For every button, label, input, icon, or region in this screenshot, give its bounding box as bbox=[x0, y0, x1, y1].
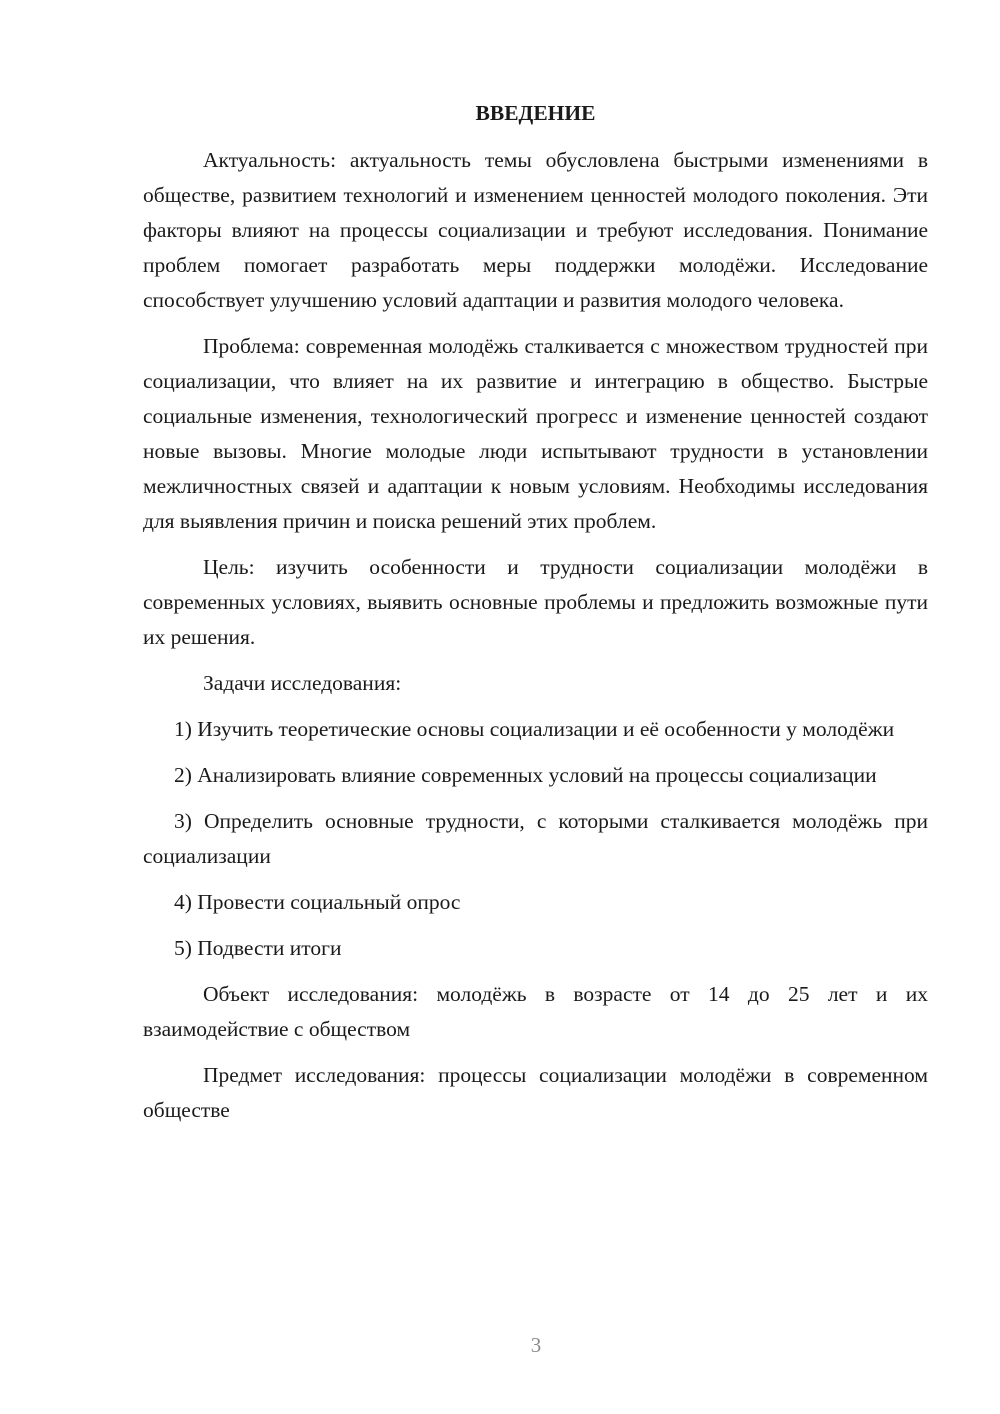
page-number: 3 bbox=[530, 1333, 542, 1357]
task-item-1: 1) Изучить теоретические основы социализации и её особенности у молодёжи bbox=[174, 717, 895, 741]
task-item-2: 2) Анализировать влияние современных условий на процессы социализации bbox=[174, 763, 877, 787]
paragraph-object: Объект исследования: молодёжь в возрасте от 14 до 25 лет и их взаимодействие с обществом bbox=[143, 982, 928, 1041]
paragraph-subject: Предмет исследования: процессы социализации молодёжи в современном обществе bbox=[143, 1063, 928, 1122]
task-item-5: 5) Подвести итоги bbox=[174, 936, 342, 960]
paragraph-problem: Проблема: современная молодёжь сталкивается с множеством трудностей при социализации, что влияет на их развитие и интеграцию в общество. Быстрые социальные изменения, технологический прогресс и изменение ценностей создают новые вызовы. Многие молодые люди испытывают трудности в установлении межличностных связей и адаптации к новым условиям. Необходимы исследования для выявления причин и поиска решений этих проблем. bbox=[143, 334, 928, 533]
page-title: ВВЕДЕНИЕ bbox=[475, 101, 596, 125]
paragraph-relevance: Актуальность: актуальность темы обусловлена быстрыми изменениями в обществе, развитием технологий и изменением ценностей молодого поколения. Эти факторы влияют на процессы социализации и требуют исследования. Понимание проблем помогает разработать меры поддержки молодёжи. Исследование способствует улучшению условий адаптации и развития молодого человека. bbox=[143, 148, 928, 312]
paragraph-goal: Цель: изучить особенности и трудности социализации молодёжи в современных условиях, выявить основные проблемы и предложить возможные пути их решения. bbox=[143, 555, 928, 649]
task-item-3: 3) Определить основные трудности, с которыми сталкивается молодёжь при социализации bbox=[143, 809, 928, 868]
page-content bbox=[143, 96, 928, 1139]
task-item-4: 4) Провести социальный опрос bbox=[174, 890, 461, 914]
paragraph-tasks-heading: Задачи исследования: bbox=[203, 671, 402, 695]
